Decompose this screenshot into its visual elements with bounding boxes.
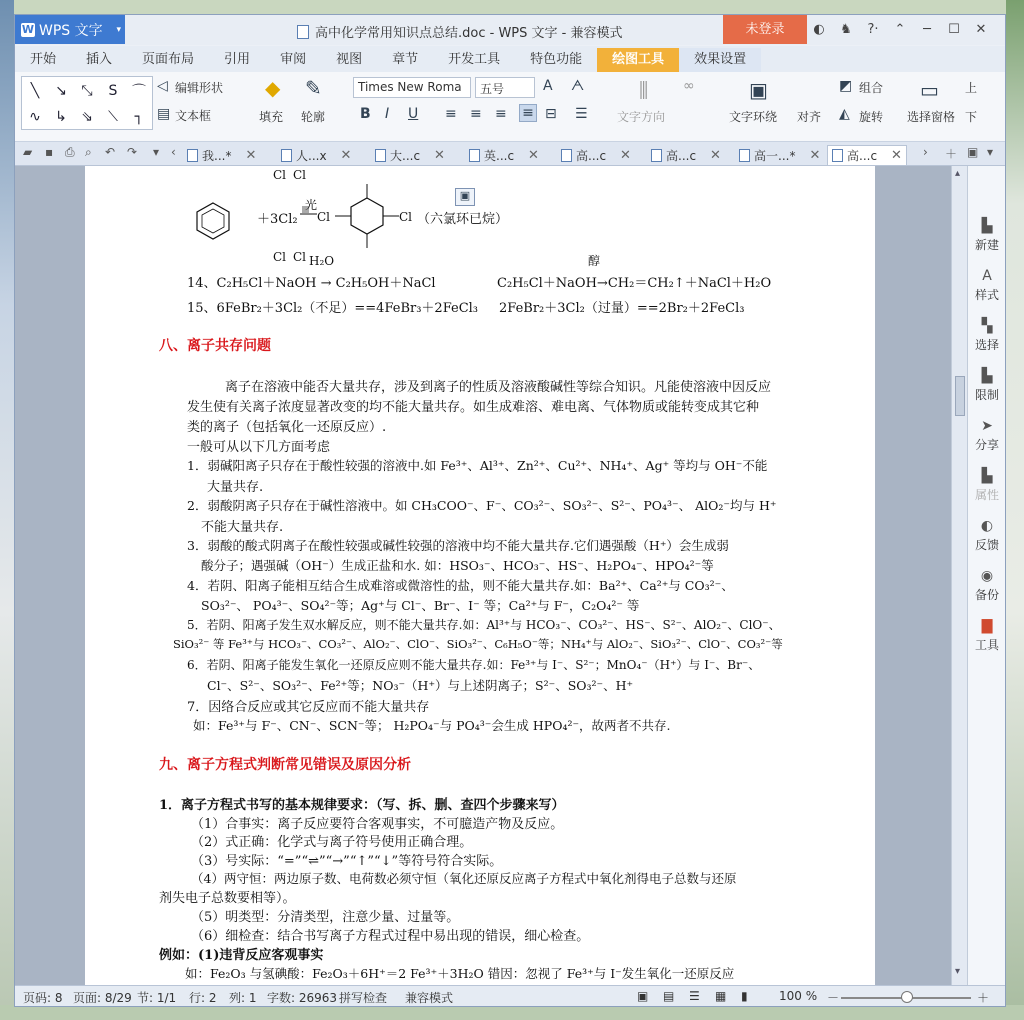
zoom-level[interactable]: 100 %	[779, 989, 818, 1003]
italic-icon[interactable]: I	[385, 106, 390, 122]
equation-14a: 14、C₂H₅Cl＋NaOH → C₂H₅OH＋NaCl	[187, 276, 436, 291]
status-bar	[15, 985, 1005, 1007]
highlight-icon[interactable]: ᗅ	[571, 78, 585, 94]
wps-window	[14, 14, 1006, 1007]
tab-list-icon[interactable]: ▣	[967, 145, 979, 159]
feedback-icon: ◐	[980, 518, 994, 534]
window-controls	[811, 22, 989, 37]
close-tab-icon[interactable]: ✕	[245, 147, 257, 163]
tab-view[interactable]: 视图	[336, 52, 363, 67]
rotate-button[interactable]: 旋转	[859, 110, 884, 124]
collapse-ribbon-button[interactable]: ⌃	[894, 22, 906, 37]
list-item: 酸分子；遇强碱（OH⁻）生成正盐和水. 如：HSO₃⁻、HCO₃⁻、HS⁻、H₂PO₄⁻、HPO₄²⁻等	[201, 558, 714, 573]
doc-tab[interactable]	[281, 145, 351, 165]
benzene-inner-ring	[202, 209, 224, 233]
status-col: 列: 1	[229, 991, 257, 1005]
document-icon	[375, 149, 386, 162]
spell-check-button[interactable]: 拼写检查	[339, 991, 388, 1005]
app-name: WPS 文字	[39, 22, 103, 39]
side-new-button[interactable]	[968, 218, 1006, 253]
side-select-button[interactable]	[968, 318, 1006, 353]
selection-pane-button[interactable]: 选择窗格	[907, 110, 956, 124]
text-box-icon: ▤	[157, 106, 171, 122]
status-section: 节: 1/1	[137, 991, 177, 1005]
list-item: 如：Fe³⁺与 F⁻、CN⁻、SCN⁻等； H₂PO₄⁻与 PO₄³⁻会生成 HPO₄²⁻，故两者不共存.	[193, 718, 671, 733]
close-tab-icon[interactable]: ✕	[528, 147, 539, 163]
reading-view-icon[interactable]: ▮	[741, 989, 748, 1003]
side-properties-button[interactable]	[968, 468, 1006, 503]
document-icon	[739, 149, 750, 162]
document-icon	[651, 149, 662, 162]
document-title-text: 高中化学常用知识点总结.doc - WPS 文字 - 兼容模式	[315, 26, 623, 41]
side-tools-button[interactable]	[968, 618, 1006, 653]
skin-icon[interactable]: ◐	[813, 22, 825, 37]
tab-home[interactable]: 开始	[30, 52, 57, 67]
group-icon: ◩	[839, 78, 853, 94]
font-size-select[interactable]: 五号	[475, 77, 535, 98]
doc-tab-label: 英...c	[484, 148, 515, 163]
vertical-scrollbar[interactable]	[951, 166, 967, 985]
side-label: 反馈	[974, 538, 999, 552]
paragraph-line: 类的离子（包括氧化一还原反应）.	[187, 420, 387, 435]
tab-review[interactable]: 审阅	[280, 52, 307, 67]
arrow-shape-icon[interactable]: ↘	[55, 83, 67, 99]
doc-tab[interactable]	[651, 145, 721, 165]
word-count[interactable]: 字数: 26963	[267, 991, 338, 1005]
rule-item: （6）细检查：结合书写离子方程式过程中易出现的错误，细心检查。	[191, 929, 590, 944]
tab-menu-icon[interactable]: ▾	[987, 145, 994, 159]
document-icon	[187, 149, 198, 162]
desktop-background-right	[1006, 0, 1024, 1020]
list-item: 4．若阴、阳离子能相互结合生成难溶或微溶性的盐，则不能大量共存.如：Ba²⁺、Ca²⁺与 CO₃²⁻、	[187, 578, 734, 593]
close-tab-icon[interactable]: ✕	[710, 147, 721, 163]
tab-scroll-right-icon[interactable]: ›	[923, 145, 928, 159]
new-tab-icon[interactable]: ＋	[945, 147, 958, 161]
cl-label: Cl	[293, 250, 307, 264]
doc-tab[interactable]	[561, 145, 631, 165]
fill-bucket-icon: ◆	[265, 76, 281, 100]
document-icon	[297, 25, 309, 39]
group-button[interactable]: 组合	[859, 81, 884, 95]
document-icon	[281, 149, 292, 162]
side-label: 选择	[974, 338, 999, 352]
light-condition: 光	[305, 198, 318, 212]
send-backward-button[interactable]: 下	[965, 110, 978, 124]
side-feedback-button[interactable]	[968, 518, 1006, 553]
document-icon	[832, 149, 843, 162]
redo-icon[interactable]: ↷	[127, 145, 138, 159]
shape-gallery[interactable]	[21, 76, 153, 130]
list-item: 1．弱碱阳离子只存在于酸性较强的溶液中.如 Fe³⁺、Al³⁺、Zn²⁺、Cu²⁺、NH₄⁺、Ag⁺ 等均与 OH⁻不能	[187, 458, 768, 473]
water-condition: H₂O	[309, 254, 335, 268]
desktop-background-bottom	[0, 1005, 1024, 1020]
freeform-shape-icon[interactable]: ⌒	[132, 84, 146, 100]
doc-tab-label: 人...x	[296, 148, 327, 163]
close-tab-icon[interactable]: ✕	[340, 147, 352, 163]
doc-tab-label: 高...c	[576, 148, 607, 163]
rule-item: （2）式正确：化学式与离子符号使用正确合理。	[191, 835, 473, 850]
elbow-arrow-icon[interactable]: ⇘	[81, 109, 93, 125]
cl-label: Cl	[399, 210, 413, 224]
shirt-icon[interactable]: ♞	[840, 22, 852, 37]
backup-icon: ◉	[980, 568, 994, 584]
tab-references[interactable]: 引用	[224, 52, 251, 67]
corner-connector-icon[interactable]: ┐	[134, 109, 144, 125]
fullscreen-icon[interactable]: ▣	[637, 989, 649, 1003]
curve-shape-icon[interactable]: S	[108, 83, 118, 99]
cl-label: Cl	[273, 250, 287, 264]
outline-button[interactable]: 轮廓	[301, 110, 326, 124]
list-item: 不能大量共存.	[201, 520, 284, 535]
double-arrow-shape-icon[interactable]: ⤡	[81, 83, 93, 99]
underline-icon[interactable]: U	[408, 106, 419, 122]
undo-icon[interactable]: ↶	[105, 145, 116, 159]
app-menu-button[interactable]	[15, 15, 125, 44]
font-color-icon[interactable]: A	[543, 78, 553, 94]
text-direction-icon: ⫼	[639, 78, 649, 102]
link-icon[interactable]: ∞	[683, 78, 695, 94]
line-shape-icon[interactable]: ╲	[30, 83, 40, 99]
doc-tab[interactable]	[739, 145, 820, 165]
paragraph-line: 一般可从以下几方面考虑	[187, 440, 331, 455]
help-button[interactable]: ?·	[867, 22, 879, 37]
compat-mode-label: 兼容模式	[405, 991, 454, 1005]
document-icon	[561, 149, 572, 162]
cl-label: Cl	[293, 168, 307, 182]
side-label: 属性	[974, 488, 999, 502]
zoom-slider-handle[interactable]	[901, 991, 913, 1003]
scroll-thumb[interactable]	[955, 376, 965, 416]
equation-14b: C₂H₅Cl＋NaOH→CH₂＝CH₂↑＋NaCl＋H₂O	[497, 276, 772, 291]
tab-chapter[interactable]: 章节	[392, 52, 419, 67]
connector-icon[interactable]: ⟍	[108, 109, 118, 125]
rule-item: （1）合事实：离子反应要符合客观事实，不可臆造产物及反应。	[191, 817, 564, 832]
text-box-button[interactable]: 文本框	[175, 109, 212, 123]
benzene-equation: ＋3Cl₂	[257, 212, 298, 227]
side-label: 限制	[974, 388, 999, 402]
side-label: 新建	[974, 238, 999, 252]
scribble-shape-icon[interactable]: ∿	[29, 109, 41, 125]
text-wrap-button[interactable]: 文字环绕	[729, 110, 778, 124]
close-tab-icon[interactable]: ✕	[434, 147, 445, 163]
document-page[interactable]	[85, 166, 875, 985]
list-item: 6．若阴、阳离子能发生氧化一还原反应则不能大量共存.如：Fe³⁺与 I⁻、S²⁻；MnO₄⁻（H⁺）与 I⁻、Br⁻、	[187, 658, 761, 672]
side-backup-button[interactable]	[968, 568, 1006, 603]
cyclohexane-ring	[351, 198, 383, 234]
tab-special[interactable]: 特色功能	[530, 52, 583, 67]
side-label: 工具	[974, 638, 999, 652]
list-item: 5．若阴、阳离子发生双水解反应，则不能大量共存.如：Al³⁺与 HCO₃⁻、CO₃²⁻、HS⁻、S²⁻、AlO₂⁻、ClO⁻、	[187, 618, 781, 632]
outline-view-icon[interactable]: ☰	[689, 989, 700, 1003]
maximize-button[interactable]: ☐	[948, 22, 960, 37]
document-icon	[469, 149, 480, 162]
font-name-select[interactable]: Times New Roma	[353, 77, 471, 98]
ribbon-toolbar	[15, 72, 1005, 142]
example-line: 如：Fe₂O₃ 与氢碘酸：Fe₂O₃＋6H⁺＝2 Fe³⁺＋3H₂O 错因：忽视了 Fe³⁺与 I⁻发生氧化一还原反应	[185, 966, 735, 981]
chevron-down-icon: ▾	[116, 24, 121, 35]
close-button[interactable]: ✕	[975, 22, 987, 37]
document-area	[15, 166, 951, 985]
text-direction-button[interactable]: 文字方向	[617, 110, 666, 124]
list-item: 大量共存.	[207, 480, 264, 495]
status-page-code: 页码: 8	[23, 991, 63, 1005]
align-right-icon[interactable]: ≡	[495, 106, 507, 122]
document-title	[297, 22, 622, 41]
rule-item: （3）号实际：“=”“⇌”“→”“↑”“↓”等符号符合实际。	[191, 854, 503, 869]
minimize-button[interactable]: ─	[923, 22, 931, 37]
doc-tab-active[interactable]	[827, 145, 907, 165]
section-heading: 九、离子方程式判断常见错误及原因分析	[159, 757, 411, 773]
tab-scroll-left-icon[interactable]: ‹	[171, 145, 176, 159]
bold-icon[interactable]: B	[360, 106, 371, 122]
bring-forward-button[interactable]: 上	[965, 81, 978, 95]
save-icon[interactable]: ▪	[45, 145, 54, 159]
align-center-icon[interactable]: ≡	[470, 106, 482, 122]
doc-tab[interactable]	[187, 145, 256, 165]
document-tabs	[15, 142, 1005, 166]
equation-15b: 2FeBr₂＋3Cl₂（过量）==2Br₂＋2FeCl₃	[499, 301, 745, 316]
side-label: 样式	[974, 288, 999, 302]
tab-insert[interactable]: 插入	[86, 52, 113, 67]
elbow-connector-icon[interactable]: ↳	[55, 109, 67, 125]
lock-icon: ▙	[981, 368, 993, 384]
section-heading: 八、离子共存问题	[159, 338, 271, 354]
alcohol-condition: 醇	[588, 254, 601, 268]
text-wrap-icon: ▣	[749, 78, 768, 102]
rule-item: （4）两守恒：两边原子数、电荷数必须守恒（氧化还原反应离子方程式中氧化剂得电子总数与还原	[191, 871, 737, 886]
list-item: Cl⁻、S²⁻、SO₃²⁻、Fe²⁺等；NO₃⁻（H⁺）与上述阴离子；S²⁻、SO₃²⁻、H⁺	[207, 678, 634, 693]
new-doc-icon: ▙	[981, 218, 993, 234]
doc-tab[interactable]	[375, 145, 445, 165]
doc-tab-label: 大...c	[390, 148, 421, 163]
status-pages: 页面: 8/29	[73, 991, 132, 1005]
distribute-icon[interactable]: ⊟	[545, 106, 557, 122]
quick-access-menu-icon[interactable]: ▾	[153, 145, 160, 159]
scroll-down-icon[interactable]: ▾	[955, 966, 961, 977]
status-row: 行: 2	[189, 991, 217, 1005]
align-button[interactable]: 对齐	[797, 110, 822, 124]
side-share-button[interactable]	[968, 418, 1006, 453]
scroll-up-icon[interactable]: ▴	[955, 168, 961, 179]
layout-options-icon[interactable]: ▣	[455, 188, 475, 206]
close-tab-icon[interactable]: ✕	[620, 147, 631, 163]
list-item: SO₃²⁻、 PO₄³⁻、SO₄²⁻等；Ag⁺与 Cl⁻、Br⁻、I⁻ 等；Ca²⁺与 F⁻，C₂O₄²⁻ 等	[201, 598, 640, 613]
tab-page-layout[interactable]: 页面布局	[142, 52, 195, 67]
hexachloro-name: （六氯环已烷）	[417, 212, 509, 227]
tab-effects[interactable]: 效果设置	[679, 48, 761, 72]
doc-tab-label: 我...*	[202, 148, 232, 163]
side-panel	[967, 166, 1005, 985]
tab-developer[interactable]: 开发工具	[448, 52, 501, 67]
page-view-icon[interactable]: ▤	[663, 989, 675, 1003]
properties-icon: ▙	[981, 468, 993, 484]
print-preview-icon[interactable]: ⌕	[85, 145, 92, 159]
share-icon: ➤	[981, 418, 993, 434]
doc-tab[interactable]	[469, 145, 539, 165]
rotate-icon: ◭	[839, 106, 850, 122]
paragraph-line: 离子在溶液中能否大量共存，涉及到离子的性质及溶液酸碱性等综合知识。凡能使溶液中因反应	[225, 380, 772, 395]
line-spacing-icon[interactable]: ☰	[575, 106, 588, 122]
rule-item: 剂失电子总数要相等）。	[159, 891, 296, 906]
title-bar	[15, 15, 1005, 45]
zoom-out-icon[interactable]: －	[827, 991, 840, 1005]
list-item: SiO₃²⁻ 等 Fe³⁺与 HCO₃⁻、CO₃²⁻、AlO₂⁻、ClO⁻、SiO₃²⁻、C₆H₅O⁻等；NH₄⁺与 AlO₂⁻、SiO₃²⁻、ClO⁻、CO₃²⁻等	[173, 637, 783, 651]
side-label: 分享	[974, 438, 999, 452]
doc-tab-label: 高...c	[666, 148, 697, 163]
list-item: 2．弱酸阴离子只存在于碱性溶液中。如 CH₃COO⁻、F⁻、CO₃²⁻、SO₃²⁻、S²⁻、PO₄³⁻、 AlO₂⁻均与 H⁺	[187, 498, 777, 513]
print-icon[interactable]: ⎙	[65, 145, 75, 159]
example-heading: 例如：(1)违背反应客观事实	[159, 948, 324, 963]
edit-shape-button[interactable]: 编辑形状	[175, 81, 224, 95]
side-style-button[interactable]	[968, 268, 1006, 303]
tab-drawing-tools[interactable]: 绘图工具	[597, 48, 679, 72]
ribbon-tabs	[15, 46, 1005, 72]
close-tab-icon[interactable]: ✕	[891, 148, 902, 163]
outline-pen-icon: ✎	[305, 76, 322, 100]
cl-label: Cl	[317, 210, 331, 224]
edit-shape-icon: ◁	[157, 78, 168, 94]
rule-item: （5）明类型：分清类型，注意少量、过量等。	[191, 910, 460, 925]
selection-pane-icon: ▭	[920, 78, 939, 102]
close-tab-icon[interactable]: ✕	[809, 147, 821, 163]
toolbox-icon: ▇	[981, 618, 993, 634]
fill-button[interactable]: 填充	[259, 110, 284, 124]
zoom-in-icon[interactable]: ＋	[977, 991, 990, 1005]
wps-logo-icon: W	[21, 22, 35, 36]
side-restrict-button[interactable]	[968, 368, 1006, 403]
side-label: 备份	[974, 588, 999, 602]
justify-icon[interactable]: ≡	[519, 104, 537, 122]
paragraph-line: 发生使有关离子浓度显著改变的均不能大量共存。如生成难溶、难电离、气体物质或能转变成其它种	[187, 400, 760, 415]
desktop-background-left	[0, 0, 14, 1020]
open-icon[interactable]: ▰	[23, 145, 33, 159]
list-item: 7．因络合反应或其它反应而不能大量共存	[187, 700, 430, 715]
select-icon: ▚	[981, 318, 993, 334]
cl-label: Cl	[273, 168, 287, 182]
doc-tab-label: 高...c	[847, 149, 878, 163]
login-button[interactable]: 未登录	[723, 15, 807, 44]
align-left-icon[interactable]: ≡	[445, 106, 457, 122]
equation-15a: 15、6FeBr₂＋3Cl₂（不足）==4FeBr₃＋2FeCl₃	[187, 301, 479, 316]
web-view-icon[interactable]: ▦	[715, 989, 727, 1003]
list-item: 3．弱酸的酸式阴离子在酸性较强或碱性较强的溶液中均不能大量共存.它们遇强酸（H⁺）会生成弱	[187, 538, 729, 553]
style-icon: A	[982, 268, 992, 284]
doc-tab-label: 高一...*	[754, 148, 796, 163]
subheading: 1．离子方程式书写的基本规律要求：（写、拆、删、查四个步骤来写）	[159, 798, 565, 813]
